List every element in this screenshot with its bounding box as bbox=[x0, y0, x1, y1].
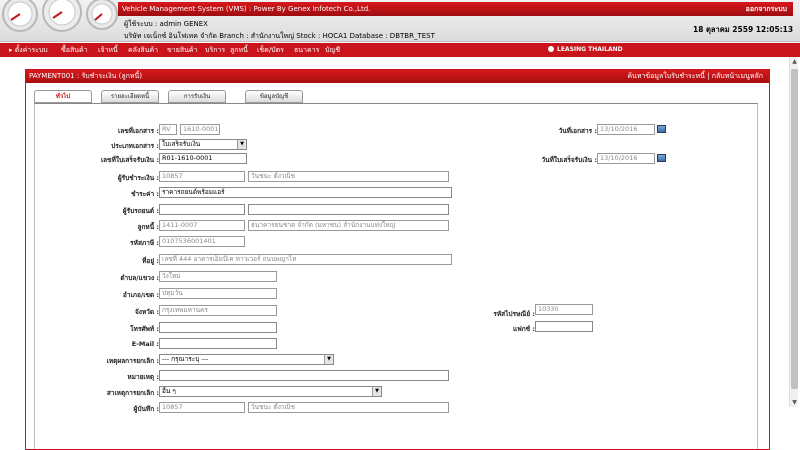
payment-for-label: ชำระค่า : bbox=[131, 190, 159, 198]
address-label: ที่อยู่ : bbox=[142, 257, 159, 265]
receiver-label: ผู้รับชำระเงิน : bbox=[117, 174, 159, 182]
customer-name-field[interactable]: ธนาคารธนชาต จำกัด (มหาชน) สำนักงานแห่งใหญ่ bbox=[248, 220, 449, 231]
doc-type-label: ประเภทเอกสาร : bbox=[111, 142, 159, 150]
menu-item-cheque-card[interactable]: เช็ค/บัตร bbox=[257, 46, 284, 54]
chevron-down-icon: ▼ bbox=[324, 355, 333, 364]
cancel-cause-value: อื่น ๆ bbox=[162, 387, 176, 395]
current-datetime: 18 ตุลาคม 2559 12:05:13 bbox=[693, 25, 794, 34]
panel-links[interactable]: ค้นหาข้อมูลใบรับชำระหนี้ | กลับหน้าเมนูหลัก bbox=[627, 72, 763, 80]
doc-prefix-field[interactable]: RV bbox=[159, 124, 177, 135]
chevron-down-icon: ▼ bbox=[372, 387, 381, 396]
calendar-icon[interactable] bbox=[657, 154, 666, 162]
doc-no-label: เลขที่เอกสาร : bbox=[118, 127, 159, 135]
doc-date-label: วันที่เอกสาร : bbox=[558, 127, 597, 135]
menu-item-creditor[interactable]: เจ้าหนี้ bbox=[98, 46, 118, 54]
province-field[interactable]: กรุงเทพมหานคร bbox=[159, 305, 277, 316]
scroll-thumb[interactable] bbox=[791, 69, 798, 389]
tab-debt-details[interactable]: รายละเอียดหนี้ bbox=[101, 90, 159, 103]
cancel-reason-select[interactable] bbox=[159, 354, 334, 365]
main-menu bbox=[0, 43, 800, 57]
receipt-no-label: เลขที่ใบเสร็จรับเงิน : bbox=[100, 156, 159, 164]
menu-label: ตั้งค่าระบบ bbox=[14, 46, 48, 54]
panel-title-bar bbox=[26, 70, 769, 83]
note-field[interactable] bbox=[159, 370, 449, 381]
menu-item-settings[interactable]: ▸ ตั้งค่าระบบ bbox=[9, 46, 48, 54]
app-title: Vehicle Management System (VMS) : Power By Genex Infotech Co.,Ltd. bbox=[122, 5, 371, 13]
car-receiver-name-field[interactable] bbox=[248, 204, 449, 215]
tax-id-label: รหัสภาษี : bbox=[130, 239, 159, 247]
phone-field[interactable] bbox=[159, 322, 277, 333]
menu-item-bank[interactable]: ธนาคาร bbox=[294, 46, 320, 54]
phone-label: โทรศัพท์ : bbox=[130, 325, 159, 333]
postcode-label: รหัสไปรษณีย์ : bbox=[493, 310, 535, 318]
branch-info: บริษัท เจเน็กซ์ อินโฟเทค จำกัด Branch : สำนักงานใหญ่ Stock : HOCA1 Database : DBTBR_TEST bbox=[124, 32, 435, 40]
tax-id-field[interactable]: 0107536001401 bbox=[159, 236, 245, 247]
calendar-icon[interactable] bbox=[657, 125, 666, 133]
car-receiver-label: ผู้รับรถยนต์ : bbox=[122, 207, 159, 215]
cancel-cause-select[interactable] bbox=[159, 386, 382, 397]
province-label: จังหวัด : bbox=[134, 308, 159, 316]
receipt-no-field[interactable]: R01-1610-0001 bbox=[159, 153, 247, 164]
menu-item-purchase[interactable]: ซื้อสินค้า bbox=[61, 46, 88, 54]
postcode-field[interactable]: 10330 bbox=[535, 304, 593, 315]
customer-code-field[interactable]: 1411-0007 bbox=[159, 220, 245, 231]
customer-label: ลูกหนี้ : bbox=[137, 223, 159, 231]
menu-item-inventory[interactable]: คลังสินค้า bbox=[128, 46, 159, 54]
payment-for-field[interactable]: ราคารถยนต์พร้อมแอร์ bbox=[159, 187, 452, 198]
doc-type-select[interactable] bbox=[159, 139, 247, 150]
address-field[interactable]: เลขที่ 444 อาคารเอ็มบีเค ทาวเวอร์ ถนนพญาไท bbox=[159, 254, 452, 265]
district-field[interactable]: ปทุมวัน bbox=[159, 288, 277, 299]
leasing-text: LEASING THAILAND bbox=[557, 46, 623, 53]
cancel-reason-value: --- กรุณาระบุ --- bbox=[162, 355, 209, 363]
vertical-scrollbar[interactable] bbox=[789, 57, 798, 407]
email-field[interactable] bbox=[159, 338, 277, 349]
recorder-label: ผู้บันทึก : bbox=[133, 405, 159, 413]
dashboard-gauge-logo bbox=[0, 0, 118, 42]
tab-account-info[interactable]: ข้อมูลบัญชี bbox=[245, 90, 303, 103]
general-form bbox=[34, 103, 758, 450]
district-label: อำเภอ/เขต : bbox=[122, 291, 159, 299]
receiver-code-field[interactable]: 10857 bbox=[159, 171, 245, 182]
doc-date-field[interactable]: 13/10/2016 bbox=[597, 124, 655, 135]
app-header bbox=[0, 0, 800, 42]
scroll-down-icon[interactable]: ▼ bbox=[792, 399, 797, 406]
logout-link[interactable]: ออกจากระบบ bbox=[745, 5, 787, 13]
circle-icon bbox=[548, 46, 554, 52]
recorder-name-field[interactable]: วันชนะ ตั้งวณิช bbox=[248, 402, 449, 413]
menu-item-debtor[interactable]: ลูกหนี้ bbox=[230, 46, 248, 54]
menu-item-sales[interactable]: ขายสินค้า bbox=[167, 46, 198, 54]
receiver-name-field[interactable]: วันชนะ ตั้งวณิช bbox=[248, 171, 449, 182]
tab-receipt[interactable]: การรับเงิน bbox=[168, 90, 226, 103]
doc-no-field[interactable]: 1610-0001 bbox=[180, 124, 220, 135]
chevron-down-icon: ▼ bbox=[237, 140, 246, 149]
tab-general[interactable]: ทั่วไป bbox=[34, 90, 92, 103]
receipt-date-field[interactable]: 13/10/2016 bbox=[597, 153, 655, 164]
panel-title: PAYMENT001 : รับชำระเงิน (ลูกหนี้) bbox=[29, 72, 143, 80]
leasing-label bbox=[548, 43, 623, 57]
cancel-cause-label: สาเหตุการยกเลิก : bbox=[106, 389, 159, 397]
fax-field[interactable] bbox=[535, 321, 593, 332]
cancel-reason-label: เหตุผลการยกเลิก : bbox=[106, 357, 159, 365]
subdistrict-label: ตำบล/แขวง : bbox=[120, 274, 159, 282]
menu-item-service[interactable]: บริการ bbox=[205, 46, 226, 54]
fax-label: แฟกซ์ : bbox=[512, 325, 535, 333]
recorder-code-field[interactable]: 10857 bbox=[159, 402, 245, 413]
user-info: ผู้ใช้ระบบ : admin GENEX bbox=[124, 20, 208, 28]
email-label: E-Mail : bbox=[131, 340, 159, 348]
scroll-up-icon[interactable]: ▲ bbox=[792, 58, 797, 65]
note-label: หมายเหตุ : bbox=[127, 373, 159, 381]
app-title-bar bbox=[118, 2, 793, 16]
menu-item-account[interactable]: บัญชี bbox=[325, 46, 341, 54]
car-receiver-code-field[interactable] bbox=[159, 204, 245, 215]
receipt-date-label: วันที่ใบเสร็จรับเงิน : bbox=[541, 156, 597, 164]
doc-type-value: ใบเสร็จรับเงิน bbox=[162, 140, 201, 148]
subdistrict-field[interactable]: วังใหม่ bbox=[159, 271, 277, 282]
payment-panel bbox=[25, 69, 770, 450]
